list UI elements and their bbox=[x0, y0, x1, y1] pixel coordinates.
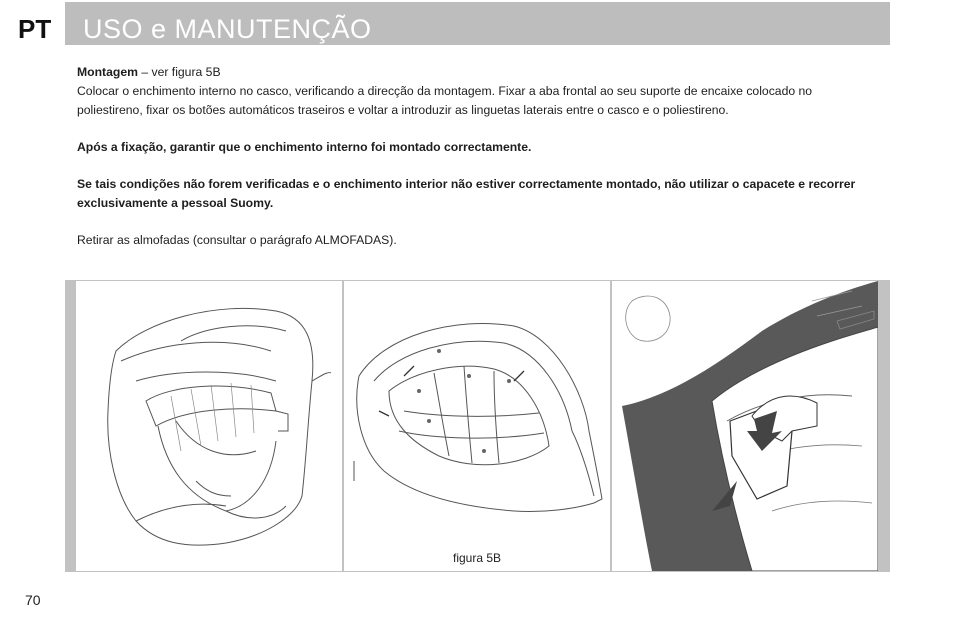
language-code: PT bbox=[18, 14, 52, 44]
bold-note-1: Após a fixação, garantir que o enchimento interno foi montado correctamente. bbox=[77, 140, 532, 154]
paragraph-1-line-1: Colocar o enchimento interno no casco, verificando a direcção da montagem. Fixar a aba frontal ao seu suporte de encaixe colocado no bbox=[77, 84, 813, 98]
title-bar bbox=[65, 2, 890, 45]
helmet-interior-illustration bbox=[344, 281, 610, 571]
page-title: USO e MANUTENÇÃO bbox=[83, 14, 372, 44]
body-text bbox=[77, 63, 885, 250]
paragraph-2: Retirar as almofadas (consultar o parágrafo ALMOFADAS). bbox=[77, 233, 397, 247]
paragraph-1-line-2: poliestireno, fixar os botões automáticos traseiros e voltar a introduzir as linguetas laterais entre o casco e o poliestireno. bbox=[77, 103, 729, 117]
section-heading-line bbox=[77, 63, 885, 82]
bold-note-2-line-2: exclusivamente a pessoal Suomy. bbox=[77, 196, 274, 210]
figure-panel-helmet-side bbox=[76, 281, 342, 571]
figure-panel-helmet-interior bbox=[344, 281, 610, 571]
page-number: 70 bbox=[25, 592, 41, 608]
figure-caption: figura 5B bbox=[452, 551, 502, 565]
helmet-side-illustration bbox=[76, 281, 342, 571]
figure-panel-tab-closeup bbox=[612, 281, 878, 571]
bold-note-2-line-1: Se tais condições não forem verificadas e o enchimento interior não estiver correctamente montado, não utilizar o capacete e recorrer bbox=[77, 177, 856, 191]
section-ref: – ver figura 5B bbox=[137, 65, 221, 79]
figure-5b bbox=[65, 280, 890, 572]
section-label: Montagem bbox=[77, 65, 138, 79]
tab-closeup-illustration bbox=[612, 281, 878, 571]
